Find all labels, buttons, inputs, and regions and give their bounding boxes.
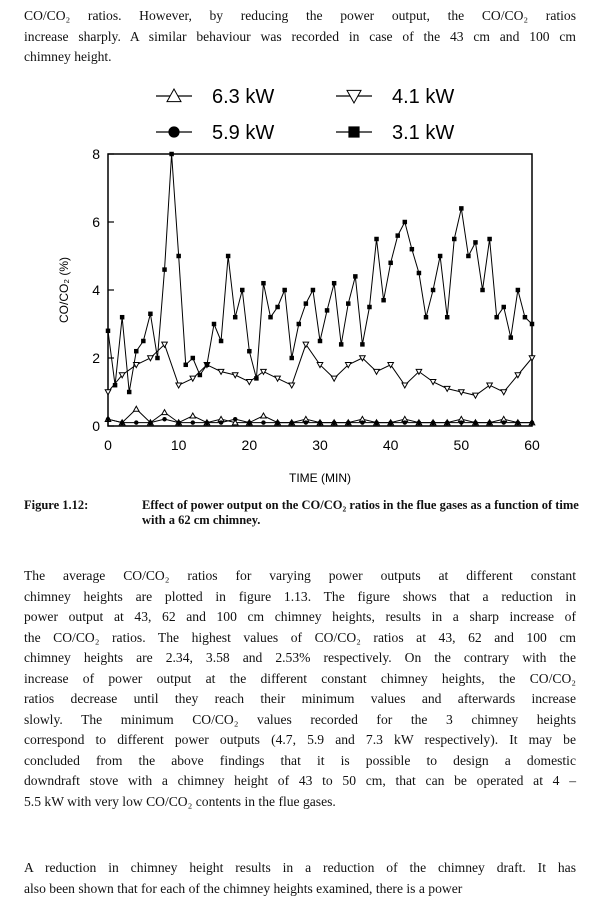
- data-point: [388, 420, 392, 424]
- data-point: [261, 413, 267, 418]
- data-point: [289, 420, 293, 424]
- data-point: [133, 406, 139, 411]
- data-point: [403, 420, 407, 424]
- data-point: [318, 420, 322, 424]
- chart-svg: [57, 80, 556, 490]
- data-point: [148, 420, 152, 424]
- x-tick-label: 60: [524, 437, 540, 453]
- data-point: [353, 274, 357, 278]
- data-point: [254, 376, 258, 380]
- data-point: [516, 288, 520, 292]
- data-point: [289, 356, 293, 360]
- text-line: chimney heights are 2.34, 3.58 and 2.53% respectively. On the contrary with the: [24, 650, 576, 665]
- text-line: downdraft stove with a chimney height of 43 to 50 cm, that can be operated at 4 –: [24, 773, 576, 788]
- y-tick-label: 8: [92, 146, 100, 162]
- data-point: [218, 369, 224, 374]
- data-point: [106, 329, 110, 333]
- data-point: [403, 220, 407, 224]
- data-point: [198, 373, 202, 377]
- data-point: [339, 342, 343, 346]
- data-point: [516, 420, 520, 424]
- data-point: [487, 237, 491, 241]
- data-point: [459, 206, 463, 210]
- data-point: [509, 335, 513, 339]
- data-point: [346, 301, 350, 305]
- data-point: [530, 420, 534, 424]
- legend-marker: [167, 89, 181, 102]
- data-point: [205, 363, 209, 367]
- text-line: increase sharply. A similar behaviour was recorded in case of the 43 cm and 100 cm: [24, 28, 576, 44]
- figure-label: Figure 1.12:: [24, 498, 89, 512]
- data-point: [155, 356, 159, 360]
- data-point: [113, 383, 117, 387]
- data-point: [304, 301, 308, 305]
- data-point: [240, 288, 244, 292]
- y-tick-label: 6: [92, 214, 100, 230]
- text-line: A reduction in chimney height results in a reduction of the chimney draft. It has: [24, 860, 576, 875]
- legend-label: 3.1 kW: [392, 122, 455, 144]
- data-point: [388, 261, 392, 265]
- data-point: [247, 380, 253, 385]
- middle-paragraph: [24, 566, 576, 812]
- data-point: [289, 383, 295, 388]
- data-point: [431, 288, 435, 292]
- data-point: [190, 376, 196, 381]
- x-tick-label: 40: [382, 437, 399, 453]
- data-point: [402, 383, 408, 388]
- legend-label: 6.3 kW: [212, 86, 275, 108]
- data-point: [494, 315, 498, 319]
- data-point: [452, 237, 456, 241]
- data-point: [134, 349, 138, 353]
- data-point: [183, 363, 187, 367]
- data-point: [162, 267, 166, 271]
- data-point: [190, 413, 196, 418]
- data-point: [233, 417, 237, 421]
- data-point: [487, 383, 493, 388]
- legend-label: 5.9 kW: [212, 122, 275, 144]
- data-point: [141, 339, 145, 343]
- y-tick-label: 0: [92, 418, 100, 434]
- data-point: [127, 390, 131, 394]
- data-point: [148, 356, 154, 361]
- data-point: [162, 417, 166, 421]
- data-point: [261, 420, 265, 424]
- data-point: [261, 281, 265, 285]
- top-paragraph: [24, 6, 576, 68]
- x-tick-label: 50: [453, 437, 470, 453]
- data-point: [169, 152, 173, 156]
- x-axis-title: TIME (MIN): [289, 471, 351, 485]
- plot-frame: [108, 154, 532, 426]
- data-point: [374, 369, 380, 374]
- data-point: [226, 254, 230, 258]
- data-point: [523, 315, 527, 319]
- data-point: [120, 315, 124, 319]
- data-point: [395, 233, 399, 237]
- data-point: [417, 420, 421, 424]
- data-point: [332, 281, 336, 285]
- data-point: [176, 420, 180, 424]
- data-point: [530, 322, 534, 326]
- data-point: [311, 288, 315, 292]
- data-point: [106, 417, 110, 421]
- y-tick-label: 2: [92, 350, 100, 366]
- data-point: [120, 420, 124, 424]
- legend-marker: [348, 126, 359, 137]
- data-point: [459, 390, 465, 395]
- text-line: chimney heights are plotted in figure 1.13. The figure shows that a reduction in: [24, 588, 576, 604]
- data-point: [191, 356, 195, 360]
- data-point: [148, 312, 152, 316]
- text-line: the CO/CO₂ ratios. The highest values of CO/CO₂ ratios at 43, 62 and 100 cm: [24, 629, 576, 645]
- text-line: slowly. The minimum CO/CO₂ values recorded for the 3 chimney heights: [24, 711, 576, 727]
- data-point: [176, 383, 182, 388]
- x-tick-label: 30: [312, 437, 328, 453]
- text-line: 5.5 kW with very low CO/CO₂ contents in the flue gases.: [24, 793, 336, 809]
- legend-marker: [347, 90, 361, 103]
- data-point: [473, 240, 477, 244]
- data-point: [445, 420, 449, 424]
- series-line: [108, 154, 532, 392]
- data-point: [331, 376, 337, 381]
- data-point: [176, 254, 180, 258]
- data-point: [480, 288, 484, 292]
- data-point: [501, 420, 505, 424]
- text-line: ratios decrease until they reach their minimum values and afterwards increase: [24, 691, 576, 706]
- text-line: The average CO/CO₂ ratios for varying power outputs at different constant: [24, 568, 576, 583]
- text-line: concluded from the above findings that it is possible to design a domestic: [24, 752, 576, 768]
- data-point: [374, 420, 378, 424]
- bottom-paragraph: [24, 858, 576, 899]
- data-point: [268, 315, 272, 319]
- text-line: increase of power output at the different constant chimney heights, the CO/CO₂: [24, 670, 576, 686]
- data-point: [466, 254, 470, 258]
- data-point: [381, 298, 385, 302]
- data-point: [275, 420, 279, 424]
- data-point: [205, 420, 209, 424]
- data-point: [212, 322, 216, 326]
- legend-marker: [168, 126, 179, 137]
- data-point: [304, 420, 308, 424]
- data-point: [424, 315, 428, 319]
- data-point: [325, 308, 329, 312]
- data-point: [332, 420, 336, 424]
- data-point: [410, 247, 414, 251]
- legend-label: 4.1 kW: [392, 86, 455, 108]
- data-point: [501, 390, 507, 395]
- text-line: power output at 43, 62 and 100 cm chimney heights, results in a sharp increase of: [24, 609, 576, 624]
- data-point: [444, 386, 450, 391]
- data-point: [105, 390, 111, 395]
- data-point: [473, 393, 479, 398]
- data-point: [232, 373, 238, 378]
- text-line: correspond to different power outputs (4.7, 5.9 and 7.3 kW respectively). It may be: [24, 732, 576, 747]
- text-line: CO/CO₂ ratios. However, by reducing the power output, the CO/CO₂ ratios: [24, 8, 576, 23]
- data-point: [318, 339, 322, 343]
- data-point: [445, 315, 449, 319]
- data-point: [501, 305, 505, 309]
- data-point: [360, 342, 364, 346]
- data-point: [360, 420, 364, 424]
- data-point: [438, 254, 442, 258]
- data-point: [487, 420, 491, 424]
- data-point: [219, 339, 223, 343]
- data-point: [297, 322, 301, 326]
- data-point: [459, 420, 463, 424]
- data-point: [374, 237, 378, 241]
- x-tick-label: 20: [241, 437, 258, 453]
- x-tick-label: 0: [104, 437, 112, 453]
- text-line: also been shown that for each of the chimney heights examined, there is a power: [24, 880, 463, 896]
- data-point: [282, 288, 286, 292]
- data-point: [473, 420, 477, 424]
- data-point: [261, 369, 267, 374]
- y-axis-title: CO/CO₂ (%): [57, 257, 71, 323]
- figure-caption: Effect of power output on the CO/CO₂ ratios in the flue gases as a function of time with a 62 cm chimney.: [142, 498, 579, 527]
- y-tick-label: 4: [92, 282, 100, 298]
- data-point: [191, 420, 195, 424]
- data-point: [275, 305, 279, 309]
- data-point: [430, 380, 436, 385]
- data-point: [431, 420, 435, 424]
- data-point: [233, 315, 237, 319]
- data-point: [275, 376, 281, 381]
- data-point: [219, 420, 223, 424]
- data-point: [417, 271, 421, 275]
- x-tick-label: 10: [170, 437, 187, 453]
- data-point: [346, 420, 350, 424]
- figure-1-12-chart: [57, 80, 556, 490]
- series-line: [108, 344, 532, 395]
- data-point: [247, 420, 251, 424]
- data-point: [134, 420, 138, 424]
- data-point: [162, 410, 168, 415]
- data-point: [367, 305, 371, 309]
- data-point: [247, 349, 251, 353]
- text-line: chimney height.: [24, 49, 112, 64]
